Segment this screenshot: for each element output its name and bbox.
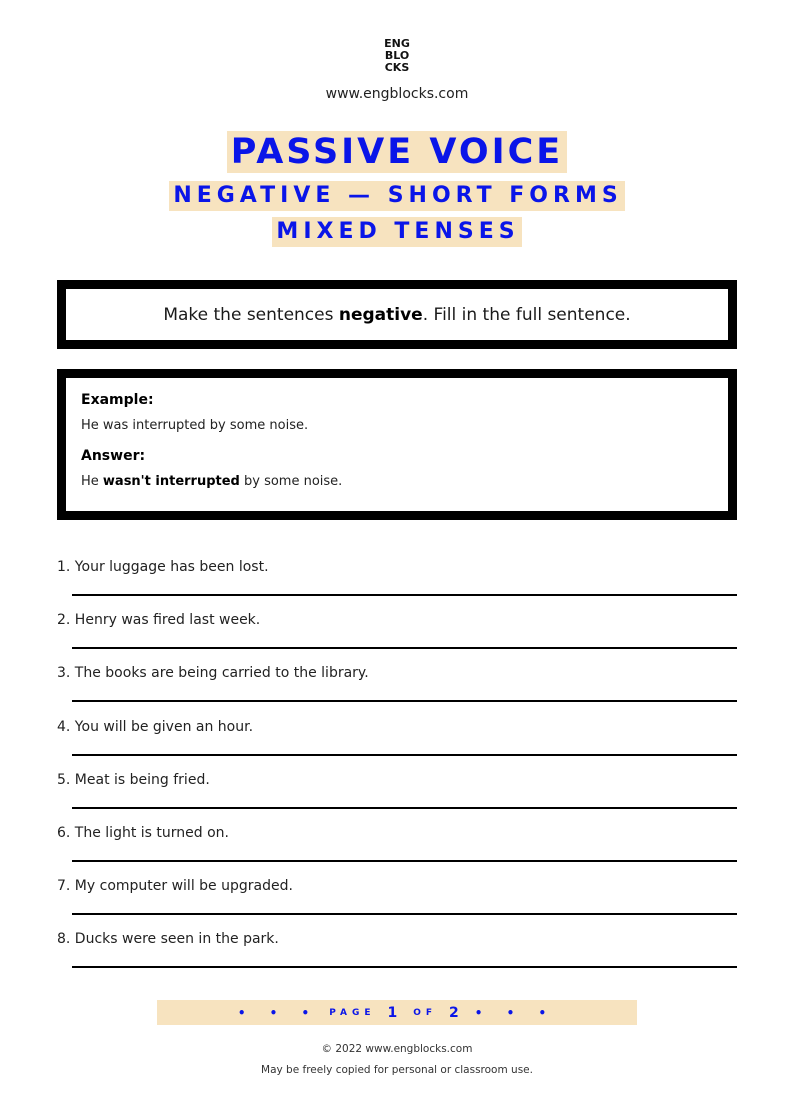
answer-line[interactable] <box>72 754 737 756</box>
answer-line[interactable] <box>72 700 737 702</box>
answer-line[interactable] <box>72 913 737 915</box>
of-word: OF <box>413 1007 438 1018</box>
question-item <box>57 878 737 931</box>
question-text: 7. My computer will be upgraded. <box>57 878 293 894</box>
question-item <box>57 665 737 718</box>
question-text: 5. Meat is being fried. <box>57 772 210 788</box>
answer-line[interactable] <box>72 807 737 809</box>
answer-line[interactable] <box>72 966 737 968</box>
dots-right: • • • <box>474 1005 557 1020</box>
dots-left: • • • <box>237 1005 320 1020</box>
site-url[interactable]: www.engblocks.com <box>325 86 469 102</box>
logo-line-1: ENG <box>384 37 410 50</box>
logo-line-2: BLO <box>384 49 410 62</box>
subtitle-negative-short-forms: NEGATIVE — SHORT FORMS <box>169 181 624 211</box>
subtitle-mixed-tenses: MIXED TENSES <box>272 217 521 247</box>
question-item <box>57 719 737 772</box>
question-text: 6. The light is turned on. <box>57 825 229 841</box>
instruction-box <box>57 280 737 349</box>
logo-line-3: CKS <box>384 61 410 74</box>
answer-line[interactable] <box>72 860 737 862</box>
answer-line[interactable] <box>72 594 737 596</box>
footer-copyright: © 2022 www.engblocks.com <box>321 1043 473 1055</box>
page-title: PASSIVE VOICE <box>227 131 567 173</box>
question-item <box>57 772 737 825</box>
example-box <box>57 369 737 520</box>
question-text: 8. Ducks were seen in the park. <box>57 931 279 947</box>
footer-license: May be freely copied for personal or classroom use. <box>261 1064 533 1076</box>
question-text: 2. Henry was fired last week. <box>57 612 261 628</box>
answer-line[interactable] <box>72 647 737 649</box>
current-page: 1 <box>387 1004 398 1021</box>
question-text: 3. The books are being carried to the library. <box>57 665 369 681</box>
page-indicator <box>157 1000 637 1025</box>
question-item <box>57 825 737 878</box>
question-item <box>57 612 737 665</box>
question-item <box>57 931 737 984</box>
answer-label: Answer: <box>81 448 146 464</box>
logo <box>0 38 794 74</box>
example-sentence: He was interrupted by some noise. <box>81 418 309 433</box>
question-text: 4. You will be given an hour. <box>57 719 254 735</box>
question-text: 1. Your luggage has been lost. <box>57 559 269 575</box>
example-label: Example: <box>81 392 154 408</box>
question-item <box>57 559 737 612</box>
total-pages: 2 <box>449 1004 459 1021</box>
page-word: PAGE <box>329 1007 376 1018</box>
instruction-text: Make the sentences negative. Fill in the full sentence. <box>163 304 631 325</box>
answer-sentence: He wasn't interrupted by some noise. <box>81 474 343 489</box>
